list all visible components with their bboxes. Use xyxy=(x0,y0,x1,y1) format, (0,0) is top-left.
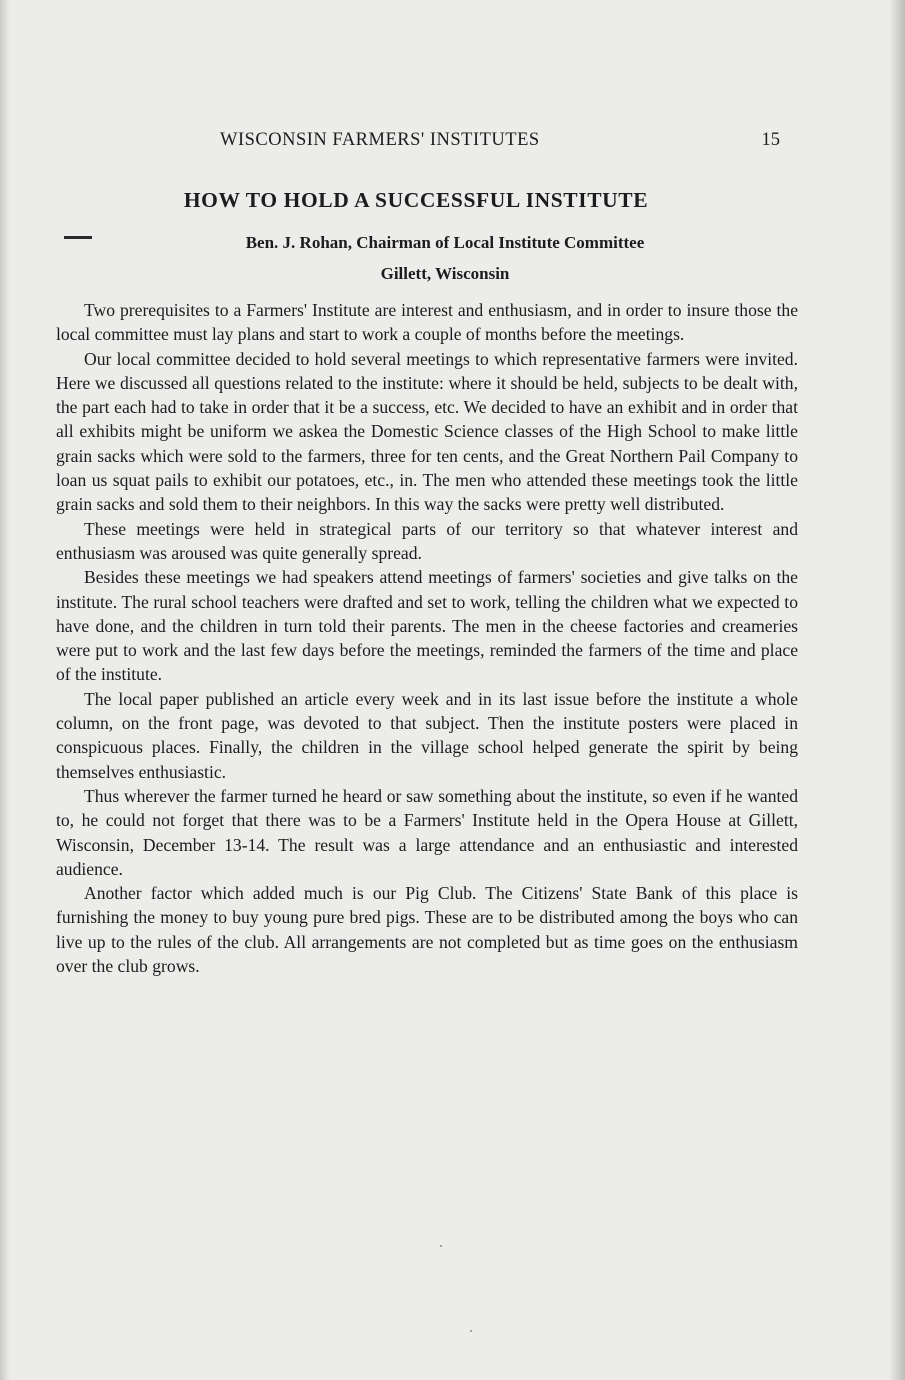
paragraph: Two prerequisites to a Farmers' Institute are interest and enthusiasm, and in order to insure those the local committee must lay plans and start to work a couple of months before the meetings. xyxy=(56,300,798,345)
paper-speck xyxy=(470,1330,472,1332)
running-title: WISCONSIN FARMERS' INSTITUTES xyxy=(220,130,540,150)
page-number: 15 xyxy=(761,130,780,150)
page-edge-left xyxy=(0,0,10,1380)
paragraph: These meetings were held in strategical parts of our territory so that whatever interest and enthusiasm was aroused was quite generally spread. xyxy=(56,518,798,563)
paper-speck xyxy=(440,1245,442,1247)
paragraph: Our local committee decided to hold several meetings to which representative farmers were invited. Here we discussed all questions related to the institute: where it should be held, subjects to be dealt with, the part each had to take in order that it be a success, etc. We decided to have an exhibit and in order that all exhibits might be uniform we askea the Domestic Science classes of the High School to make little grain sacks which were sold to the farmers, three for ten cents, and the Great Northern Pail Company to loan us squat pails to exhibit our potatoes, etc., in. The men who attended these meetings took the little grain sacks and sold them to their neighbors. In this way the sacks were pretty well distributed. xyxy=(56,348,798,515)
paragraph: Besides these meetings we had speakers attend meetings of farmers' societies and give talks on the institute. The rural school teachers were drafted and set to work, telling the children what we expected to have done, and the children in turn told their parents. The men in the cheese factories and creameries were put to work and the last few days before the meetings, reminded the farmers of the time and place of the institute. xyxy=(56,567,798,685)
page-edge-right xyxy=(889,0,905,1380)
paragraph: Thus wherever the farmer turned he heard or saw something about the institute, so even if he wanted to, he could not forget that there was to be a Farmers' Institute held in the Opera House at Gillett, Wisconsin, December 13-14. The result was a large attendance and an enthusiastic and interested audience. xyxy=(56,785,798,879)
running-header xyxy=(60,130,780,154)
paragraph: Another factor which added much is our Pig Club. The Citizens' State Bank of this place is furnishing the money to buy young pure bred pigs. These are to be distributed among the boys who can live up to the rules of the club. All arrangements are not completed but as time goes on the enthusiasm over the club grows. xyxy=(56,883,798,977)
article-body xyxy=(56,298,798,978)
article-title: HOW TO HOLD A SUCCESSFUL INSTITUTE xyxy=(183,188,649,212)
article-location: Gillett, Wisconsin xyxy=(380,264,510,283)
paragraph: The local paper published an article every week and in its last issue before the institute a whole column, on the front page, was devoted to that subject. Then the institute posters were placed in conspicuous places. Finally, the children in the village school helped generate the spirit by being themselves enthusiastic. xyxy=(56,688,798,782)
article-author: Ben. J. Rohan, Chairman of Local Institute Committee xyxy=(245,233,645,252)
